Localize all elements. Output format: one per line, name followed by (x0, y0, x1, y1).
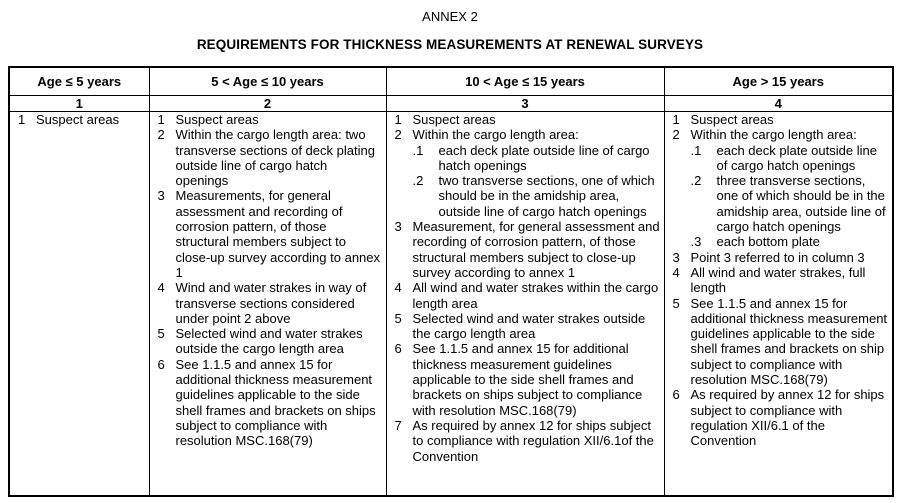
list-item (150, 127, 386, 188)
item-body (176, 127, 386, 188)
item-text: Suspect areas (36, 112, 120, 127)
sub-item-number: .2 (412, 173, 424, 189)
item-number: 6 (394, 341, 402, 357)
table-body-row (9, 112, 893, 497)
item-body (176, 112, 386, 127)
item-text: As required by annex 12 for ships subject to compliance with regulation XII/6.1of the Convention (412, 417, 654, 464)
item-text: All wind and water strakes, full length (690, 264, 866, 296)
item-body (413, 280, 664, 311)
annex-heading: ANNEX 2 (422, 9, 478, 24)
item-text: See 1.1.5 and annex 15 for additional thickness measurement guidelines applicable to the side shell frames and brackets on ships subject to compliance with resolution MSC.168(79) (175, 356, 376, 449)
list-item (665, 127, 893, 249)
item-body (413, 418, 664, 464)
item-text: Selected wind and water strakes outside the cargo length area (412, 310, 646, 342)
item-number: 6 (672, 387, 680, 403)
item-body (36, 112, 149, 127)
item-body (691, 387, 893, 448)
list-item (387, 311, 664, 342)
item-text: Suspect areas (175, 112, 259, 127)
item-text: Within the cargo length area: (690, 127, 857, 143)
column-header-4: Age > 15 years (664, 67, 893, 96)
list-item (665, 112, 893, 127)
column-number-3: 3 (386, 96, 664, 112)
item-body (413, 127, 664, 219)
column-number-4: 4 (664, 96, 893, 112)
list-item (387, 219, 664, 280)
column-header-1: Age ≤ 5 years (9, 67, 149, 96)
item-number: 1 (672, 112, 680, 127)
item-number: 1 (157, 112, 165, 127)
item-body (413, 112, 664, 127)
item-number: 5 (672, 295, 680, 311)
item-text: Suspect areas (412, 112, 496, 127)
item-number: 4 (394, 280, 402, 296)
sub-item (413, 173, 662, 219)
column-header-2: 5 < Age ≤ 10 years (149, 67, 386, 96)
column-number-2: 2 (149, 96, 386, 112)
item-number: 2 (672, 127, 680, 143)
sub-item (413, 143, 662, 174)
sub-item (691, 234, 891, 249)
item-text: As required by annex 12 for ships subject to compliance with regulation XII/6.1 of the Convention (690, 387, 885, 449)
item-text: Wind and water strakes in way of transverse sections considered under point 2 above (175, 280, 367, 326)
sub-item-text: each deck plate outside line of cargo hatch openings (438, 142, 650, 173)
item-text: Suspect areas (690, 112, 774, 127)
item-body (691, 127, 893, 249)
item-number: 2 (157, 127, 165, 143)
list-item (665, 387, 893, 448)
list-item (150, 112, 386, 127)
table-header-row (9, 67, 893, 96)
sub-item-number: .1 (412, 142, 424, 158)
list-item (387, 112, 664, 127)
item-body (176, 357, 386, 449)
item-body (691, 112, 893, 127)
item-number: 5 (157, 326, 165, 342)
sub-item (691, 173, 891, 234)
item-text: See 1.1.5 and annex 15 for additional thickness measurement guidelines applicable to the side shell frames and brackets on ship subject to compliance with resolution MSC.168(79) (690, 295, 888, 388)
list-item (387, 418, 664, 464)
item-number: 5 (394, 310, 402, 326)
item-number: 4 (672, 264, 680, 280)
page-title: REQUIREMENTS FOR THICKNESS MEASUREMENTS AT RENEWAL SURVEYS (196, 37, 704, 52)
item-body (176, 188, 386, 280)
item-text: Point 3 referred to in column 3 (690, 249, 865, 265)
item-body (413, 219, 664, 280)
item-number: 6 (157, 356, 165, 372)
item-text: Within the cargo length area: two transverse sections of deck plating outside line of cargo hatch openings (175, 127, 375, 189)
list-item (150, 326, 386, 357)
list-item (150, 357, 386, 449)
list-item (387, 341, 664, 417)
item-number: 1 (394, 112, 402, 127)
item-body (691, 265, 893, 296)
item-number: 2 (394, 127, 402, 143)
list-item (387, 280, 664, 311)
sub-item-number: .3 (690, 234, 702, 250)
sub-item-text: each deck plate outside line of cargo hatch openings (716, 142, 877, 173)
item-number: 4 (157, 280, 165, 296)
item-text: All wind and water strakes within the cargo length area (412, 280, 659, 311)
item-body (176, 280, 386, 326)
list-item (10, 112, 149, 127)
item-text: Within the cargo length area: (412, 127, 579, 143)
column-number-1: 1 (9, 96, 149, 112)
list-item (150, 280, 386, 326)
item-text: See 1.1.5 and annex 15 for additional thickness measurement guidelines applicable to the side shell frames and brackets on ships subject to compliance with resolution MSC.168(79) (412, 341, 643, 418)
list-item (665, 250, 893, 265)
column-body-1 (9, 112, 149, 497)
item-number: 3 (672, 249, 680, 265)
sub-item (691, 143, 891, 174)
sub-item-number: .2 (690, 173, 702, 189)
sub-item-text: each bottom plate (716, 234, 820, 250)
list-item (387, 127, 664, 219)
item-text: Measurements, for general assessment and recording of corrosion pattern, of those structural members subject to close-up survey according to annex 1 (175, 188, 381, 280)
item-body (413, 311, 664, 342)
sub-item-number: .1 (690, 142, 702, 158)
table-column-number-row (9, 96, 893, 112)
column-header-3: 10 < Age ≤ 15 years (386, 67, 664, 96)
item-body (176, 326, 386, 357)
list-item (665, 265, 893, 296)
item-body (413, 341, 664, 417)
item-number: 3 (157, 188, 165, 204)
list-item (665, 296, 893, 388)
item-text: Selected wind and water strakes outside the cargo length area (175, 326, 363, 357)
sub-item-text: two transverse sections, one of which should be in the amidship area, outside line of cargo hatch openings (438, 173, 655, 219)
item-text: Measurement, for general assessment and recording of corrosion pattern, of those structural members subject to close-up survey according to annex 1 (412, 219, 660, 280)
item-body (691, 296, 893, 388)
item-number: 3 (394, 219, 402, 235)
list-item (150, 188, 386, 280)
item-body (691, 250, 893, 265)
thickness-measurements-table (8, 66, 894, 497)
column-body-3 (386, 112, 664, 497)
item-number: 7 (394, 417, 402, 433)
column-body-4 (664, 112, 893, 497)
column-body-2 (149, 112, 386, 497)
sub-item-text: three transverse sections, one of which should be in the amidship area, outside line of cargo hatch openings (716, 173, 886, 235)
item-number: 1 (18, 112, 26, 127)
